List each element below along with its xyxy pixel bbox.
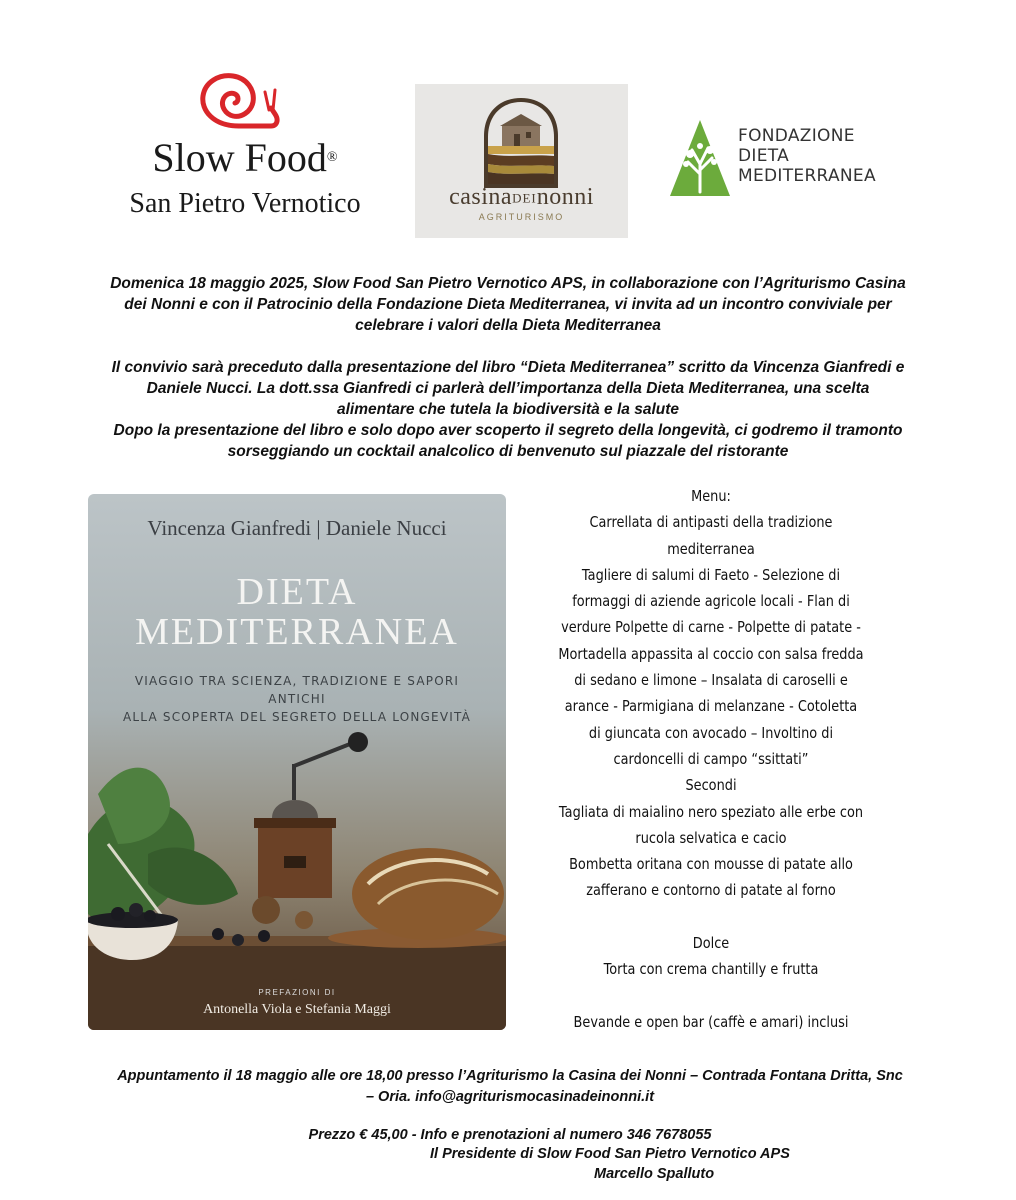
menu-line: Secondi	[685, 776, 737, 795]
fondazione-text: FONDAZIONE DIETA MEDITERRANEA	[738, 126, 876, 186]
intro-paragraph-2: Il convivio sarà preceduto dalla presentazione del libro “Dieta Mediterranea” scritto da Vincenza Gianfredi e Daniele Nucci. La dott.ssa Gianfredi ci parlerà dell’importanza della Dieta Mediterranea, una scelta alimentare che tutela la biodiversità e la salute Dopo la presentazione del libro e solo dopo aver scoperto il segreto della longevità, ci godremo il tramonto sorseggiando un cocktail analcolico di benvenuto sul piazzale del ristorante	[111, 359, 905, 460]
fondazione-dieta-mediterranea-logo	[668, 118, 898, 202]
menu-line: di giuncata con avocado – Involtino di	[588, 723, 834, 742]
snail-icon	[195, 70, 285, 132]
menu-line: Mortadella appassita al coccio con salsa fredda	[558, 644, 864, 663]
slow-food-title: Slow Food®	[152, 135, 338, 180]
book-cover	[88, 494, 506, 1030]
menu-line: cardoncelli di campo “ssittati”	[613, 749, 809, 768]
book-subtitle: VIAGGIO TRA SCIENZA, TRADIZIONE E SAPORI ANTICHI ALLA SCOPERTA DEL SEGRETO DELLA LONGEVITÀ	[123, 674, 471, 724]
menu-line: zafferano e contorno di patate al forno	[586, 881, 836, 900]
menu-line: Torta con crema chantilly e frutta	[603, 960, 819, 979]
menu-line: arance - Parmigiana di melanzane - Cotoletta	[564, 697, 858, 716]
menu-spacer	[555, 904, 866, 930]
casina-name: casinaDEInonni	[449, 184, 594, 210]
book-title: DIETA MEDITERRANEA	[135, 571, 459, 653]
president-name: Marcello Spalluto	[594, 1166, 715, 1182]
menu-line: rucola selvatica e cacio	[635, 828, 787, 847]
menu-line: Bombetta oritana con mousse di patate allo	[569, 855, 853, 874]
menu-list	[555, 483, 866, 1035]
menu-line: Dolce	[692, 934, 730, 953]
menu-line: Tagliere di salumi di Faeto - Selezione di	[581, 565, 841, 584]
menu-line: Carrellata di antipasti della tradizione	[589, 513, 833, 532]
slow-food-logo	[95, 68, 395, 228]
menu-line: verdure Polpette di carne - Polpette di patate -	[561, 618, 861, 637]
menu-line: Bevande e open bar (caffè e amari) inclusi	[573, 1012, 849, 1031]
president-title: Il Presidente di Slow Food San Pietro Vernotico APS	[430, 1146, 790, 1162]
intro-paragraph-1: Domenica 18 maggio 2025, Slow Food San Pietro Vernotico APS, in collaborazione con l’Agriturismo Casina dei Nonni e con il Patrocinio della Fondazione Dieta Mediterranea, vi invita ad un incontro conviviale per celebrare i valori della Dieta Mediterranea	[110, 275, 906, 334]
farmhouse-icon	[480, 96, 562, 188]
price-info: Prezzo € 45,00 - Info e prenotazioni al numero 346 7678055	[308, 1127, 712, 1143]
menu-spacer	[555, 983, 866, 1009]
menu-line: formaggi di aziende agricole locali - Flan di	[572, 592, 850, 611]
appointment-info: Appuntamento il 18 maggio alle ore 18,00 presso l’Agriturismo la Casina dei Nonni – Contrada Fontana Dritta, Snc – Oria. info@agriturismocasinadeinonni.it	[117, 1068, 903, 1105]
book-prefazioni-label: PREFAZIONI DI	[258, 988, 336, 997]
book-prefazioni-names: Antonella Viola e Stefania Maggi	[203, 1002, 391, 1017]
olive-tree-icon	[668, 118, 732, 198]
slow-food-subtitle: San Pietro Vernotico	[129, 188, 361, 219]
book-authors: Vincenza Gianfredi | Daniele Nucci	[147, 516, 447, 540]
book-still-life-illustration	[88, 724, 506, 1030]
menu-line: Menu:	[691, 487, 731, 505]
casina-subtitle: AGRITURISMO	[478, 212, 565, 222]
menu-line: Tagliata di maialino nero speziato alle erbe con	[558, 802, 864, 821]
menu-line: mediterranea	[667, 539, 755, 558]
menu-line: di sedano e limone – Insalata di caroselli e	[574, 671, 848, 690]
casina-dei-nonni-logo	[415, 84, 628, 238]
